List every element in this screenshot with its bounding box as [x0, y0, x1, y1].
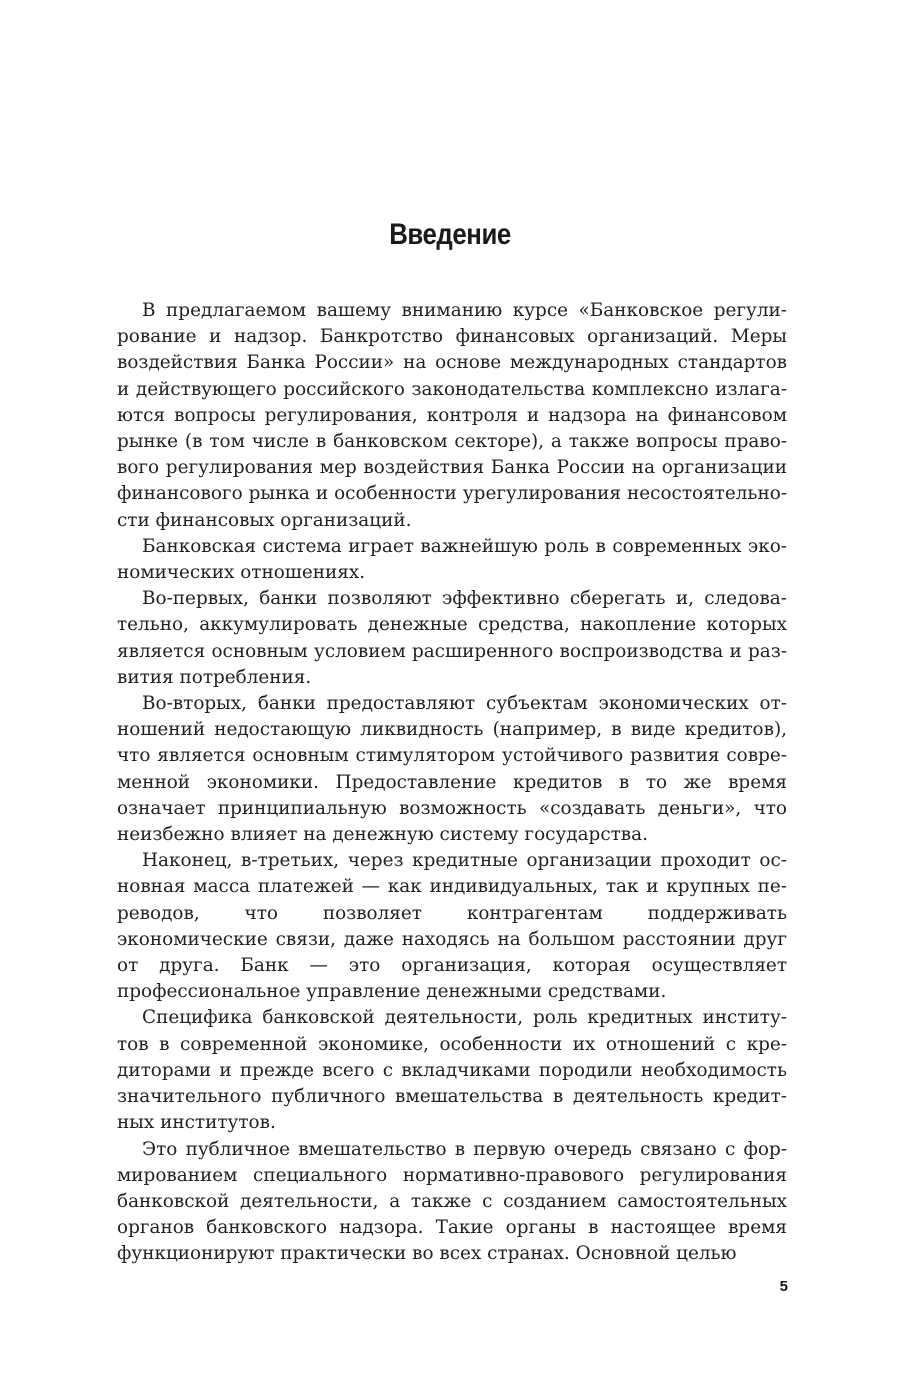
page-number: 5: [779, 1278, 788, 1295]
paragraph: Во-вторых, банки предоставляют субъектам экономических отношений недостающую ликвидность (например, в виде кредитов), что является основным стимулятором устойчивого развития современной экономики. Предоставление кредитов в то же время означает принципиальную возможность «создавать деньги», что неизбежно влияет на денежную систему государства.: [117, 693, 787, 846]
paragraph: Наконец, в-третьих, через кредитные организации проходит основная масса платежей — как индивидуальных, так и крупных переводов, что позволяет контрагентам поддерживать экономические связи, даже находясь на большом расстоянии друг от друга. Банк — это организация, которая осуществляет профессиональное управление денежными средствами.: [117, 850, 787, 1003]
paragraph: В предлагаемом вашему вниманию курсе «Банковское регулирование и надзор. Банкротство финансовых организаций. Меры воздействия Банка России» на основе международных стандартов и действующего российского законодательства комплексно излагаются вопросы регулирования, контроля и надзора на финансовом рынке (в том числе в банковском секторе), а также вопросы правового регулирования мер воздействия Банка России на организации финансового рынка и особенности урегулирования несостоятельности финансовых организаций.: [117, 300, 787, 531]
body-text: [117, 298, 787, 1268]
chapter-title: Введение: [389, 218, 511, 251]
paragraph: Банковская система играет важнейшую роль в современных экономических отношениях.: [117, 535, 787, 584]
paragraph: Специфика банковской деятельности, роль кредитных институтов в современной экономике, особенности их отношений с кредиторами и прежде всего с вкладчиками породили необходимость значительного публичного вмешательства в деятельность кредитных институтов.: [117, 1007, 787, 1134]
paragraph: Это публичное вмешательство в первую очередь связано с формированием специального нормативно-правового регулирования банковской деятельности, а также с созданием самостоятельных органов банковского надзора. Такие органы в настоящее время функционируют практически во всех странах. Основной целью: [117, 1138, 787, 1265]
paragraph: Во-первых, банки позволяют эффективно сберегать и, следовательно, аккумулировать денежные средства, накопление которых является основным условием расширенного воспроизводства и развития потребления.: [117, 588, 787, 688]
